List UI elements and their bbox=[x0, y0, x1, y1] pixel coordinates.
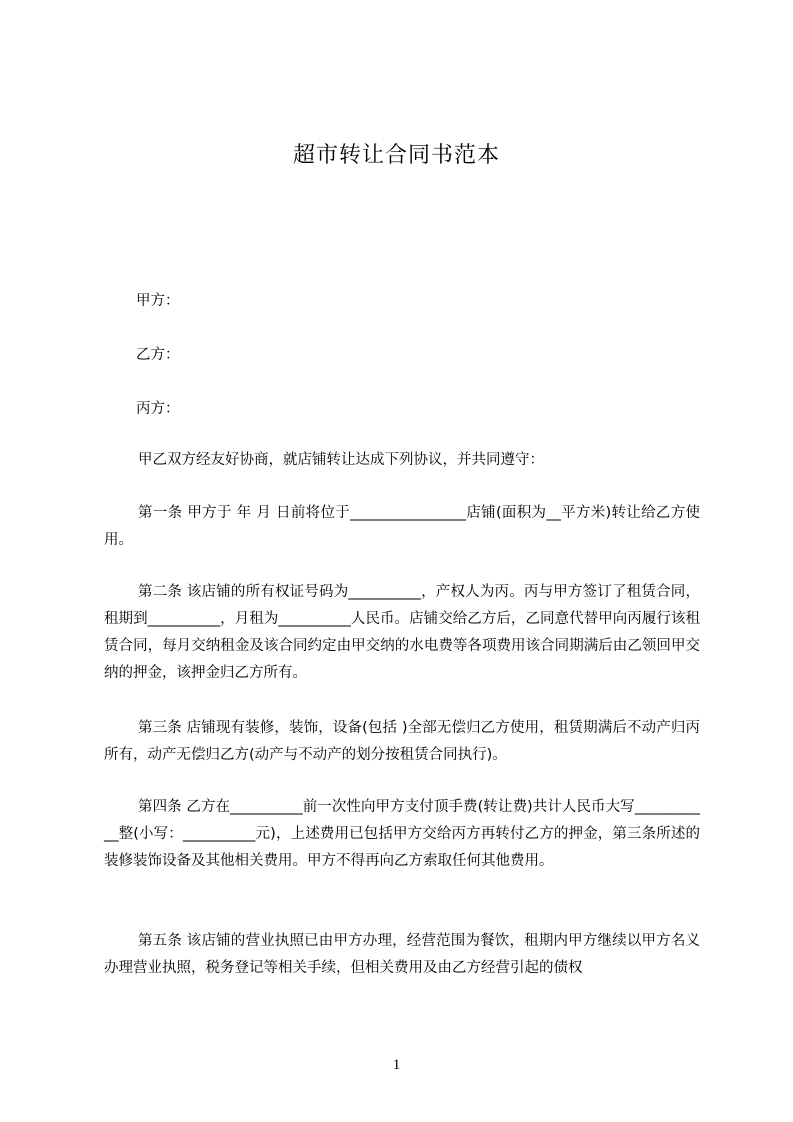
document-title: 超市转让合同书范本 bbox=[292, 143, 500, 168]
article-2: 第二条 该店铺的所有权证号码为__________，产权人为丙。丙与甲方签订了租赁合同，租期到__________，月租为__________人民币。店铺交给乙方后，乙同意代替甲向丙履行该租赁合同，每月交纳租金及该合同约定由甲交纳的水电费等各项费用该合同期满后由乙领回甲交纳的押金，该押金归乙方所有。 bbox=[104, 584, 700, 681]
article-3: 第三条 店铺现有装修，装饰，设备(包括 )全部无偿归乙方使用，租赁期满后不动产归丙所有，动产无偿归乙方(动产与不动产的划分按租赁合同执行)。 bbox=[104, 720, 700, 763]
article-4: 第四条 乙方在__________前一次性向甲方支付顶手费(转让费)共计人民币大写___________整(小写：__________元)，上述费用已包括甲方交给丙方再转付乙方的押金，第三条所述的装修装饰设备及其他相关费用。甲方不得再向乙方索取任何其他费用。 bbox=[104, 799, 700, 869]
party-a-label: 甲方： bbox=[136, 293, 180, 309]
page-number: 1 bbox=[392, 1057, 401, 1073]
party-c-label: 丙方： bbox=[136, 401, 180, 417]
intro-paragraph: 甲乙双方经友好协商，就店铺转让达成下列协议，并共同遵守： bbox=[138, 452, 544, 468]
party-b-label: 乙方： bbox=[136, 347, 180, 363]
article-5: 第五条 该店铺的营业执照已由甲方办理，经营范围为餐饮，租期内甲方继续以甲方名义办理营业执照，税务登记等相关手续，但相关费用及由乙方经营引起的债权 bbox=[104, 933, 700, 976]
article-1: 第一条 甲方于 年 月 日前将位于________________店铺(面积为__平方米)转让给乙方使用。 bbox=[104, 505, 700, 548]
